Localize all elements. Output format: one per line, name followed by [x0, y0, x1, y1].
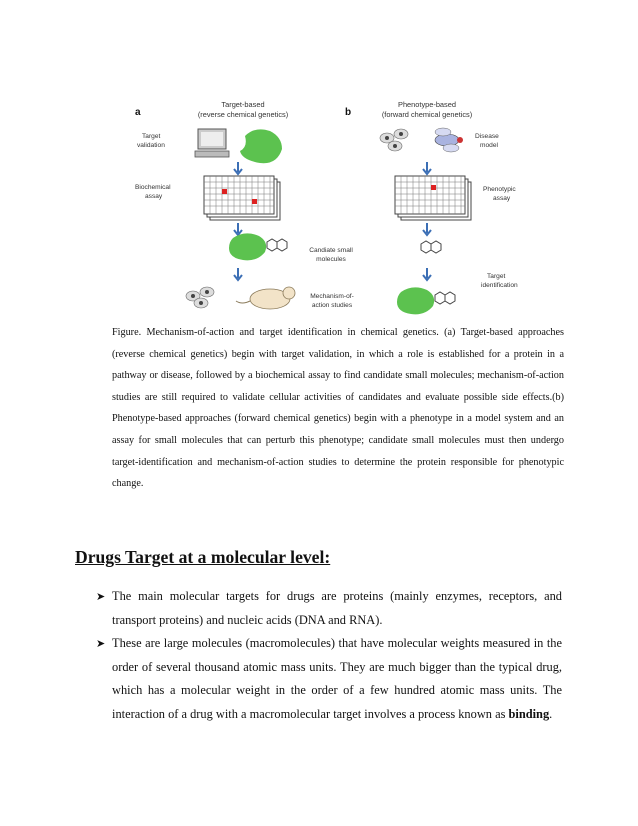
figure-chemical-genetics	[125, 96, 520, 318]
arrow-down-a1	[234, 162, 242, 174]
bullet-text-2: These are large molecules (macromolecules) that have molecular weights measured in the order of several thousand atomic mass units. They are much bigger than the typical drug, which has a molecular weight in the order of a few hundred atomic mass units. The interaction of a drug with a macromolecular target involves a process known as	[112, 636, 562, 721]
label-candidate-2: molecules	[316, 256, 346, 263]
computer-icon	[195, 129, 229, 157]
label-phenotypic-1: Phenotypic	[483, 186, 516, 193]
label-disease-1: Disease	[475, 133, 499, 140]
arrow-down-b2	[423, 223, 431, 235]
mouse-icon	[236, 287, 295, 309]
arrowhead-bullet-icon: ➤	[96, 590, 106, 603]
label-moa-1: Mechanism-of-	[310, 293, 354, 300]
label-target-id-2: identification	[481, 282, 518, 289]
arrow-down-a3	[234, 268, 242, 280]
panel-b-title: Phenotype-based	[398, 100, 456, 109]
panel-b-letter: b	[345, 107, 352, 118]
bullet-item-2	[96, 632, 562, 726]
protein-shape-a1	[240, 129, 282, 163]
panel-a-subtitle: (reverse chemical genetics)	[197, 110, 289, 119]
section-heading: Drugs Target at a molecular level:	[75, 547, 331, 567]
bullet-bold-term: binding	[508, 706, 550, 721]
panel-b-subtitle: (forward chemical genetics)	[381, 110, 473, 119]
bullet-item-1	[96, 585, 562, 632]
label-target-validation-2: validation	[137, 142, 165, 149]
label-target-validation-1: Target	[142, 133, 161, 140]
protein-shape-a2	[229, 233, 266, 260]
cells-icon-b	[380, 129, 408, 151]
arrow-down-b1	[423, 162, 431, 174]
fly-icon	[435, 128, 463, 152]
panel-a-letter: a	[135, 107, 141, 118]
label-biochemical-1: Biochemical	[135, 184, 171, 191]
molecule-icon-b2	[435, 292, 455, 304]
assay-plate-b	[395, 176, 471, 220]
arrow-down-a2	[234, 223, 242, 235]
bullet-list	[96, 585, 562, 727]
label-phenotypic-2: assay	[493, 195, 511, 202]
protein-shape-b	[397, 287, 434, 314]
cells-icon-a	[186, 287, 214, 308]
label-target-id-1: Target	[487, 273, 506, 280]
molecule-icon-a	[267, 239, 287, 251]
label-biochemical-2: assay	[145, 193, 163, 200]
label-disease-2: model	[480, 142, 498, 149]
figure-caption: Figure. Mechanism-of-action and target identification in chemical genetics. (a) Target-based approaches (reverse chemical genetics) begin with target validation, in which a role is established for a protein in a pathway or disease, followed by a biochemical assay to find candidate small molecules; mechanism-of-action studies are still required to validate cellular activities of candidates and evaluate possible side effects.(b) Phenotype-based approaches (forward chemical genetics) begin with a phenotype in a model system and an assay for small molecules that can perturb this phenotype; candidate small molecules must then undergo target-identification and mechanism-of-action studies to determine the protein responsible for phenotypic change.	[112, 327, 564, 490]
assay-plate-a	[204, 176, 280, 220]
label-moa-2: action studies	[311, 302, 353, 309]
arrowhead-bullet-icon: ➤	[96, 637, 106, 651]
molecule-icon-b	[421, 241, 441, 253]
bullet-text-2-end: .	[549, 706, 553, 721]
panel-a-title: Target-based	[221, 100, 265, 109]
label-candidate-1: Candiate small	[309, 247, 353, 254]
arrow-down-b3	[423, 268, 431, 280]
bullet-text-1: The main molecular targets for drugs are proteins (mainly enzymes, receptors, and transport proteins) and nucleic acids (DNA and RNA).	[112, 589, 562, 627]
